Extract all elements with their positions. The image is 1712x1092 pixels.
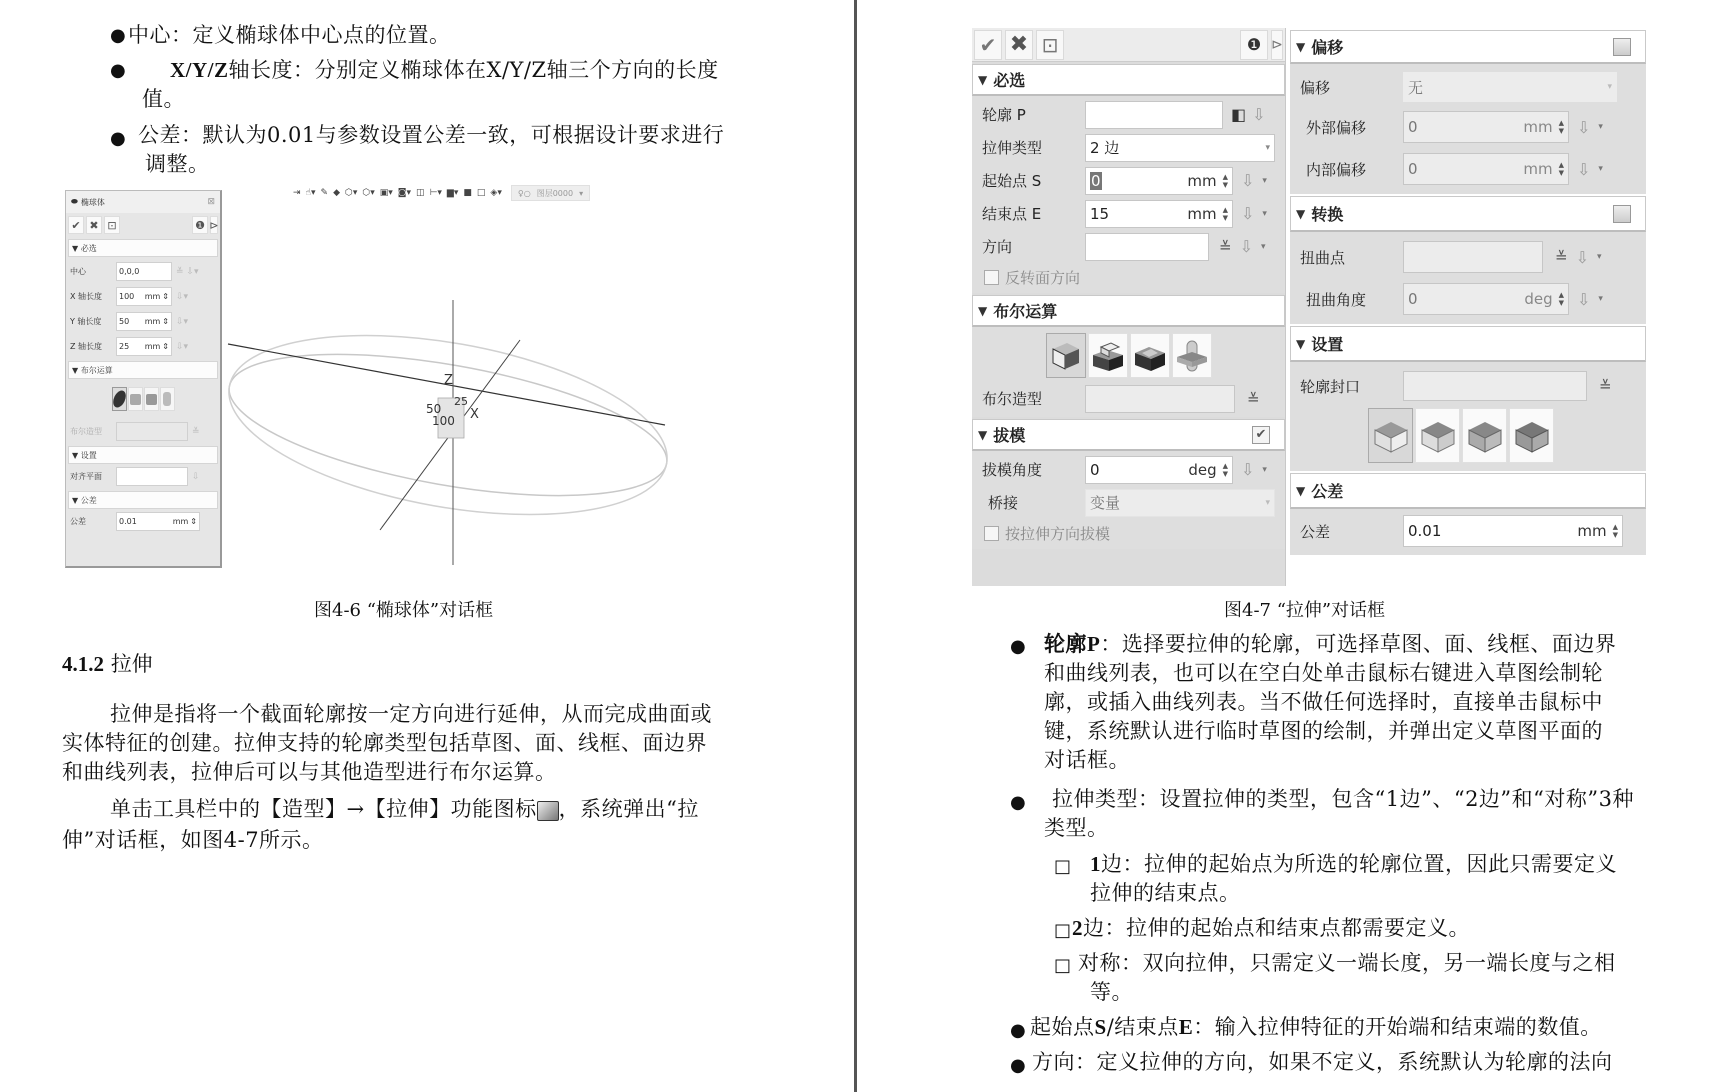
extrude-cube-icon bbox=[537, 801, 559, 821]
intersect-shape-icon bbox=[163, 392, 171, 406]
bullet-profile: 轮廓P：选择要拉伸的轮廓，可选择草图、面、线框、面边界 bbox=[1044, 632, 1617, 656]
row-y-length bbox=[66, 309, 220, 334]
pencil-icon[interactable]: ✎ bbox=[320, 188, 329, 198]
collapse-triangle-icon: ▼ bbox=[978, 72, 988, 87]
field-value: 0 bbox=[1091, 171, 1101, 190]
bullet-tolerance-cont: 调整。 bbox=[145, 152, 210, 176]
bullet-icon: ● bbox=[110, 25, 126, 46]
sub-bullet-symmetric: 对称：双向拉伸，只需定义一端长度，另一端长度与之相 bbox=[1078, 951, 1616, 975]
info-button[interactable] bbox=[192, 216, 208, 234]
square-bullet-icon: □ bbox=[1054, 955, 1072, 976]
unit-label: deg bbox=[1188, 460, 1217, 479]
collapse-triangle-icon: ▼ bbox=[1296, 206, 1306, 221]
pick-icon[interactable]: ⇩ bbox=[192, 471, 200, 482]
boolean-tiles bbox=[66, 379, 220, 419]
bullet-line: 和曲线列表，也可以在空白处单击鼠标右键进入草图绘制轮 bbox=[1044, 661, 1603, 685]
selected-value: 2 边 bbox=[1090, 139, 1120, 157]
unit-label: mm bbox=[144, 317, 161, 326]
expand-icon: ⊳ bbox=[1271, 36, 1283, 53]
material-icon[interactable]: ◈▾ bbox=[490, 188, 502, 198]
field-label: 布尔造型 bbox=[982, 390, 1043, 408]
chevron-down-icon[interactable]: ≚ bbox=[192, 426, 200, 437]
field-label: 偏移 bbox=[1300, 78, 1331, 97]
bullet-icon: ● bbox=[1010, 792, 1026, 813]
field-value: 0.01 bbox=[1408, 522, 1442, 540]
z-axis-label: Z bbox=[444, 373, 453, 388]
layer-name: 图层0000 bbox=[536, 188, 574, 198]
zoom-fit-icon[interactable]: ◙▾ bbox=[397, 188, 412, 198]
bullet-center: 中心：定义椭球体中心点的位置。 bbox=[128, 23, 451, 47]
chevron-down-icon: ▾ bbox=[1607, 82, 1612, 92]
dialog-toolbar bbox=[66, 213, 220, 237]
check-icon: ✔ bbox=[979, 32, 997, 57]
collapse-triangle-icon: ▼ bbox=[1296, 483, 1306, 498]
unit-label: mm bbox=[1523, 160, 1553, 178]
chevron-double-down-icon[interactable]: ≚ bbox=[1555, 248, 1568, 266]
field-label: 起始点 S bbox=[982, 172, 1042, 190]
field-label: 轮廓封口 bbox=[1300, 377, 1361, 396]
bullet-extrude-type: 拉伸类型：设置拉伸的类型，包含“1边”、“2边”和“对称”3种 bbox=[1052, 787, 1634, 811]
field-label: 内部偏移 bbox=[1306, 160, 1367, 179]
pick-icon[interactable]: ⇩ ▾ bbox=[1577, 289, 1603, 309]
z-length-input[interactable]: 25 mm ⇕ bbox=[116, 337, 172, 356]
field-label: 方向 bbox=[982, 238, 1013, 256]
unit-label: mm bbox=[172, 517, 189, 526]
figure-caption: 图4-6 “椭球体”对话框 bbox=[314, 600, 494, 621]
bullet-icon: ● bbox=[1010, 1020, 1026, 1041]
hand-icon[interactable]: ☝▾ bbox=[305, 188, 316, 198]
field-label: X 轴长度 bbox=[70, 292, 103, 301]
row-tolerance bbox=[66, 509, 220, 534]
paragraph-line: 和曲线列表，拉伸后可以与其他造型进行布尔运算。 bbox=[62, 760, 557, 784]
left-page bbox=[0, 0, 855, 1092]
field-label: 公差 bbox=[70, 517, 86, 526]
spinner[interactable]: ▲ ▼ bbox=[1222, 205, 1228, 222]
solid-icon[interactable]: ◆ bbox=[333, 188, 341, 198]
field-value: 25 bbox=[119, 342, 130, 351]
y-length-input[interactable]: 50 mm ⇕ bbox=[116, 312, 172, 331]
section-tolerance[interactable]: ▼ 公差 bbox=[68, 491, 218, 509]
pick-icon[interactable]: ⇩ ▾ bbox=[1241, 171, 1267, 190]
dimension-icon[interactable]: ⊢▾ bbox=[429, 188, 442, 198]
field-label: Z 轴长度 bbox=[70, 342, 103, 351]
info-icon: ❶ bbox=[1246, 35, 1262, 54]
boolean-remove-button[interactable] bbox=[144, 387, 159, 411]
field-value: 0 bbox=[1090, 460, 1100, 479]
add-shape-icon bbox=[130, 394, 141, 405]
section-title: 必选 bbox=[993, 71, 1026, 90]
bullet-line: 廓，或插入曲线列表。当不做任何选择时，直接单击鼠标中 bbox=[1044, 690, 1603, 714]
info-icon: ❶ bbox=[195, 218, 205, 232]
bullet-start-end: 起始点S/结束点E：输入拉伸特征的开始端和结束端的数值。 bbox=[1030, 1015, 1602, 1039]
unit-label: mm bbox=[144, 292, 161, 301]
field-label: 扭曲点 bbox=[1300, 248, 1346, 267]
ok-button[interactable] bbox=[68, 216, 84, 234]
field-label: 桥接 bbox=[988, 494, 1019, 512]
paragraph-line: 实体特征的创建。拉伸支持的轮廓类型包括草图、面、线框、面边界 bbox=[62, 731, 707, 755]
dim-100: 100 bbox=[432, 414, 455, 428]
spinner[interactable]: ▲ ▼ bbox=[1222, 461, 1228, 478]
bool-shape-input[interactable] bbox=[116, 422, 188, 441]
dim-50: 50 bbox=[426, 402, 442, 416]
field-label: 拉伸类型 bbox=[982, 139, 1043, 157]
spinner[interactable]: ▲ ▼ bbox=[1222, 172, 1228, 189]
boolean-intersect-button[interactable] bbox=[160, 387, 175, 411]
chevron-down-icon: ▾ bbox=[1265, 497, 1270, 508]
bullet-icon: ● bbox=[1010, 636, 1026, 657]
right-page bbox=[858, 0, 1712, 1092]
pick-icon[interactable]: ⇩ ▾ bbox=[1241, 204, 1267, 223]
chevron-down-icon: ▾ bbox=[579, 188, 584, 198]
field-label: 扭曲角度 bbox=[1306, 290, 1367, 309]
square-bullet-icon: □ bbox=[1054, 920, 1072, 941]
field-value: 50 bbox=[119, 317, 130, 326]
section-title: 偏移 bbox=[1311, 38, 1344, 57]
field-label: Y 轴长度 bbox=[70, 317, 102, 326]
bullet-line: 对话框。 bbox=[1044, 748, 1130, 772]
check-icon: ✔ bbox=[71, 218, 81, 232]
chevron-down-icon: ▾ bbox=[1265, 142, 1270, 153]
section-required[interactable]: ▼ 必选 bbox=[68, 239, 218, 257]
center-input[interactable] bbox=[116, 262, 172, 281]
unit-label: mm bbox=[144, 342, 161, 351]
chevron-double-down-icon[interactable]: ≚ bbox=[1599, 377, 1612, 395]
hidden-line-icon[interactable]: ⬡▾ bbox=[362, 188, 375, 198]
field-value: 0 bbox=[1408, 118, 1418, 136]
field-label: 拔模角度 bbox=[982, 461, 1043, 479]
section-heading: 4.1.2 拉伸 bbox=[62, 652, 153, 676]
section-settings[interactable]: ▼ 设置 bbox=[68, 446, 218, 464]
viewport-toolbar bbox=[293, 184, 590, 202]
pick-icon[interactable]: ⇩ ▾ bbox=[1575, 247, 1602, 267]
unit-label: mm bbox=[1187, 204, 1217, 223]
spinner[interactable]: ▲ ▼ bbox=[1558, 291, 1564, 307]
preview-button[interactable] bbox=[104, 216, 120, 234]
section-title: 设置 bbox=[1311, 335, 1344, 354]
bulb-icon: ♀○ bbox=[517, 188, 531, 198]
box-view-icon[interactable]: ▣▾ bbox=[379, 188, 393, 198]
pick-icon[interactable]: ⇩ ▾ bbox=[1577, 159, 1603, 179]
bullet-xyz-length: X/Y/Z轴长度：分别定义椭球体在X/Y/Z轴三个方向的长度 bbox=[170, 58, 719, 82]
bullet-icon: ● bbox=[1010, 1055, 1026, 1076]
field-label: 外部偏移 bbox=[1306, 118, 1367, 137]
bullet-direction: 方向：定义拉伸的方向，如果不定义，系统默认为轮廓的法向 bbox=[1032, 1050, 1613, 1074]
section-title: 拔模 bbox=[993, 426, 1026, 445]
pick-icon[interactable]: ⇩ ▾ bbox=[1239, 237, 1266, 256]
bullet-line: 拉伸的结束点。 bbox=[1090, 881, 1241, 905]
pick-icon[interactable]: ⇩ ▾ bbox=[1577, 117, 1603, 137]
field-value: 0,0,0 bbox=[119, 267, 140, 276]
field-label: 轮廓 P bbox=[982, 106, 1026, 124]
field-value: 0 bbox=[1408, 160, 1418, 178]
field-value: 0 bbox=[1408, 290, 1418, 308]
cancel-button[interactable] bbox=[86, 216, 102, 234]
section-view-icon[interactable]: ◫ bbox=[416, 188, 425, 198]
boolean-add-button[interactable] bbox=[128, 387, 143, 411]
paragraph-line: 拉伸是指将一个截面轮廓按一定方向进行延伸，从而完成曲面或 bbox=[110, 702, 712, 726]
ellipsoid-icon: ⬬ bbox=[71, 197, 78, 206]
bullet-icon: ● bbox=[110, 128, 126, 149]
remove-shape-icon bbox=[146, 394, 157, 405]
dim-25: 25 bbox=[454, 395, 468, 408]
tolerance-input[interactable]: 0.01 mm ⇕ bbox=[116, 512, 200, 531]
bullet-xyz-length-cont: 值。 bbox=[142, 87, 185, 111]
unit-label: mm bbox=[1577, 522, 1607, 540]
close-icon[interactable]: ⊠ bbox=[207, 197, 215, 207]
pick-icon[interactable]: ⇩▾ bbox=[176, 291, 189, 302]
paragraph-line: 单击工具栏中的【造型】→【拉伸】功能图标 ，系统弹出“拉 bbox=[110, 797, 699, 821]
color-black-icon[interactable]: ■ bbox=[463, 188, 472, 198]
collapse-triangle-icon: ▼ bbox=[1296, 336, 1306, 351]
x-axis-label: X bbox=[470, 407, 479, 422]
section-title: 转换 bbox=[1311, 205, 1344, 224]
checkbox-label: 反转面方向 bbox=[1005, 268, 1081, 287]
preview-icon: ⊡ bbox=[1041, 32, 1059, 57]
section-title: 公差 bbox=[1311, 482, 1344, 501]
draft-enable-checkbox[interactable]: ✔ bbox=[1252, 426, 1270, 444]
chevron-double-down-icon[interactable]: ≚ bbox=[1219, 237, 1232, 256]
figure-caption: 图4-7 “拉伸”对话框 bbox=[1224, 600, 1386, 621]
color-white-icon[interactable]: □ bbox=[476, 188, 486, 198]
selected-value: 无 bbox=[1408, 78, 1424, 97]
paragraph-line: 伸”对话框，如图4-7所示。 bbox=[62, 828, 324, 852]
pick-icon[interactable]: ⇩ ▾ bbox=[1241, 460, 1267, 479]
ellipsoid-shape-icon bbox=[110, 389, 128, 410]
pick-icon[interactable]: ⇩▾ bbox=[176, 341, 189, 352]
unit-label: mm bbox=[1523, 118, 1553, 136]
section-title: 布尔运算 bbox=[993, 302, 1058, 321]
field-value: 0.01 bbox=[119, 517, 137, 526]
selected-value: 变量 bbox=[1090, 494, 1121, 512]
unit-label: mm bbox=[1187, 171, 1217, 190]
bullet-icon: ● bbox=[110, 60, 126, 81]
wireframe-icon[interactable]: ⬡▾ bbox=[345, 188, 358, 198]
field-label: 对齐平面 bbox=[70, 472, 102, 481]
field-label: 布尔造型 bbox=[70, 427, 102, 436]
square-bullet-icon: □ bbox=[1054, 856, 1072, 877]
spinner[interactable]: ▲ ▼ bbox=[1558, 119, 1564, 135]
bullet-line: 等。 bbox=[1090, 980, 1133, 1004]
field-label: 公差 bbox=[1300, 522, 1331, 541]
align-plane-input[interactable] bbox=[116, 467, 188, 486]
row-center bbox=[66, 259, 220, 284]
pick-icon[interactable]: ⇩ bbox=[1252, 105, 1266, 124]
curve-list-icon[interactable]: ◧ bbox=[1231, 105, 1247, 124]
sub-bullet-one-side: 1边：拉伸的起始点为所选的轮廓位置，因此只需要定义 bbox=[1090, 852, 1617, 876]
pick-icon[interactable]: ≚ ⇩▾ bbox=[176, 266, 199, 277]
bullet-line: 类型。 bbox=[1044, 816, 1109, 840]
row-x-length bbox=[66, 284, 220, 309]
pick-icon[interactable]: ⇩▾ bbox=[176, 316, 189, 327]
unit-label: deg bbox=[1524, 290, 1553, 308]
dialog-titlebar bbox=[66, 191, 220, 213]
ellipsoid-drawing[interactable] bbox=[220, 280, 700, 570]
section-boolean[interactable]: ▼ 布尔运算 bbox=[68, 361, 218, 379]
field-label: 中心 bbox=[70, 267, 86, 276]
exit-icon[interactable]: ⇥ bbox=[293, 188, 301, 198]
chevron-double-down-icon[interactable]: ≚ bbox=[1247, 389, 1260, 408]
collapse-triangle-icon: ▼ bbox=[978, 427, 988, 442]
spinner[interactable]: ▲ ▼ bbox=[1558, 161, 1564, 177]
x-icon: ✖ bbox=[1009, 32, 1029, 57]
render-icon[interactable]: ▆▾ bbox=[446, 188, 459, 198]
checkbox-label: 按拉伸方向拔模 bbox=[1005, 524, 1111, 543]
preview-icon: ⊡ bbox=[107, 218, 117, 232]
collapse-triangle-icon: ▼ bbox=[1296, 39, 1306, 54]
ellipsoid-dialog bbox=[65, 190, 222, 568]
collapse-triangle-icon: ▼ bbox=[978, 303, 988, 318]
spinner[interactable]: ▲ ▼ bbox=[1612, 523, 1618, 539]
x-icon: ✖ bbox=[89, 218, 99, 232]
row-bool-shape bbox=[66, 419, 220, 444]
dialog-title: 椭球体 bbox=[80, 197, 105, 207]
x-length-input[interactable]: 100 mm ⇕ bbox=[116, 287, 172, 306]
layer-dropdown[interactable] bbox=[511, 185, 590, 201]
field-value: 15 bbox=[1090, 204, 1110, 223]
field-label: 结束点 E bbox=[982, 205, 1042, 223]
expand-icon: ⊳ bbox=[209, 218, 219, 232]
figure-ellipsoid bbox=[65, 190, 745, 590]
bullet-tolerance: 公差：默认为0.01与参数设置公差一致，可根据设计要求进行 bbox=[138, 123, 725, 147]
row-align-plane bbox=[66, 464, 220, 489]
boolean-base-button[interactable] bbox=[112, 387, 127, 411]
row-z-length bbox=[66, 334, 220, 359]
bullet-line: 键，系统默认进行临时草图的绘制，并弹出定义草图平面的 bbox=[1044, 719, 1603, 743]
more-button[interactable] bbox=[210, 216, 218, 234]
sub-bullet-two-side: 2边：拉伸的起始点和结束点都需要定义。 bbox=[1072, 916, 1470, 940]
field-value: 100 bbox=[119, 292, 135, 301]
